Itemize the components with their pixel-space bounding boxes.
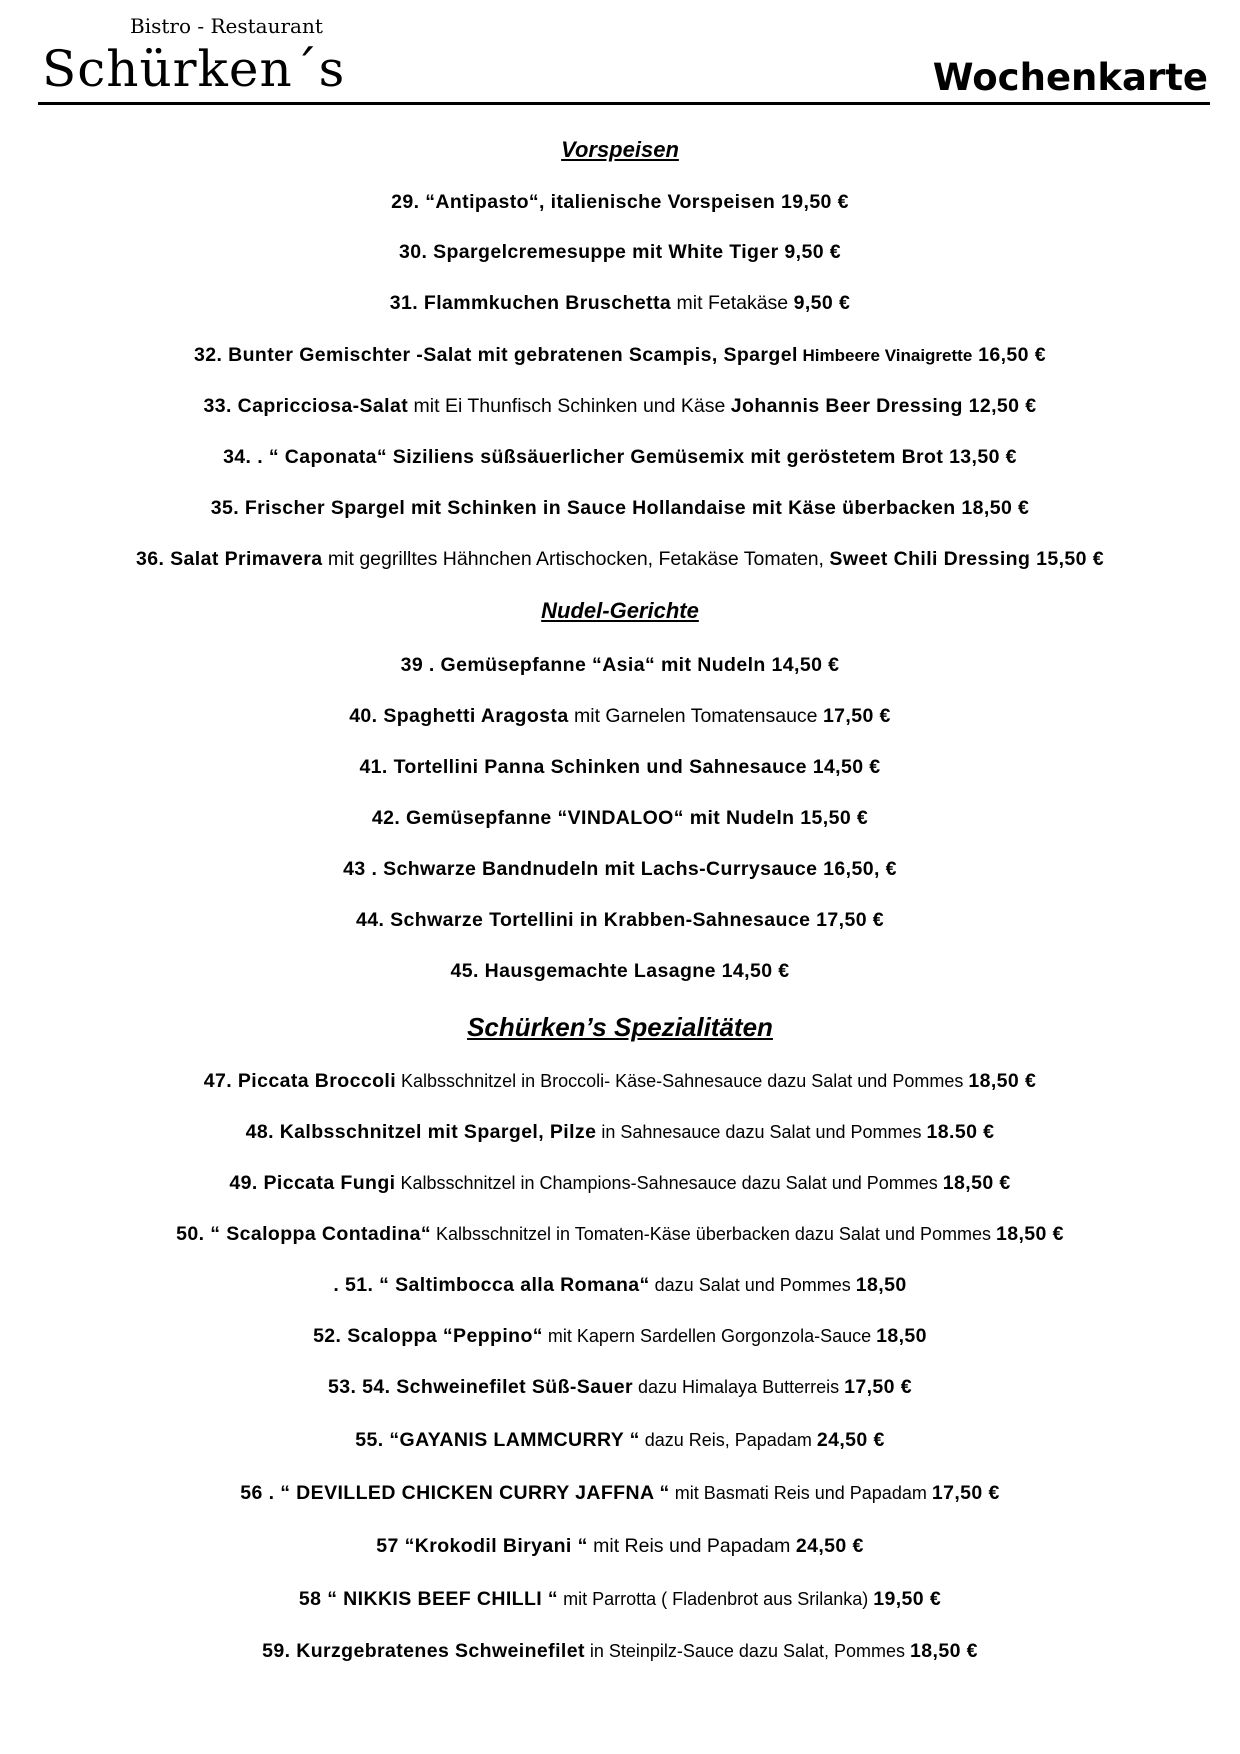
menu-item-52: 52. Scaloppa “Peppino“ mit Kapern Sardellen Gorgonzola-Sauce 18,50 <box>313 1325 927 1347</box>
logo: Schürken´s <box>42 40 346 98</box>
page-title: Wochenkarte <box>932 56 1208 99</box>
menu-item-43: 43 . Schwarze Bandnudeln mit Lachs-Currysauce 16,50, € <box>343 858 897 880</box>
menu-item-50: 50. “ Scaloppa Contadina“ Kalbsschnitzel in Tomaten-Käse überbacken dazu Salat und Pommes 18,50 € <box>176 1223 1064 1245</box>
menu-item-45: 45. Hausgemachte Lasagne 14,50 € <box>450 960 790 982</box>
section-title-vorspeisen: Vorspeisen <box>561 137 679 162</box>
menu-item-44: 44. Schwarze Tortellini in Krabben-Sahnesauce 17,50 € <box>355 909 885 931</box>
menu-item-32: 32. Bunter Gemischter -Salat mit gebratenen Scampis, Spargel Himbeere Vinaigrette 16,50 € <box>194 344 1046 366</box>
menu-item-29: 29. “Antipasto“, italienische Vorspeisen 19,50 € <box>391 191 849 213</box>
menu-item-47: 47. Piccata Broccoli Kalbsschnitzel in Broccoli- Käse-Sahnesauce dazu Salat und Pommes 18,50 € <box>203 1070 1037 1092</box>
menu-item-51: . 51. “ Saltimbocca alla Romana“ dazu Salat und Pommes 18,50 <box>333 1274 907 1296</box>
menu-item-57: 57 “Krokodil Biryani “ mit Reis und Papadam 24,50 € <box>376 1535 864 1557</box>
menu-item-58: 58 “ NIKKIS BEEF CHILLI “ mit Parrotta ( Fladenbrot aus Srilanka) 19,50 € <box>298 1588 942 1610</box>
menu-item-39: 39 . Gemüsepfanne “Asia“ mit Nudeln 14,50 € <box>400 654 840 676</box>
menu-item-49: 49. Piccata Fungi Kalbsschnitzel in Champions-Sahnesauce dazu Salat und Pommes 18,50 € <box>229 1172 1011 1194</box>
menu-item-42: 42. Gemüsepfanne “VINDALOO“ mit Nudeln 15,50 € <box>371 807 869 829</box>
menu-item-55: 55. “GAYANIS LAMMCURRY “ dazu Reis, Papadam 24,50 € <box>355 1429 885 1451</box>
menu-item-30: 30. Spargelcremesuppe mit White Tiger 9,50 € <box>398 241 842 263</box>
menu-item-36: 36. Salat Primavera mit gegrilltes Hähnchen Artischocken, Fetakäse Tomaten, Sweet Chili Dressing 15,50 € <box>136 548 1104 570</box>
logo-subtitle: Bistro - Restaurant <box>130 14 323 38</box>
menu-item-48: 48. Kalbsschnitzel mit Spargel, Pilze in Sahnesauce dazu Salat und Pommes 18.50 € <box>245 1121 995 1143</box>
section-title-spezialitaeten: Schürken’s Spezialitäten <box>467 1012 773 1042</box>
menu-item-40: 40. Spaghetti Aragosta mit Garnelen Tomatensauce 17,50 € <box>349 705 891 727</box>
menu-item-33: 33. Capricciosa-Salat mit Ei Thunfisch Schinken und Käse Johannis Beer Dressing 12,50 € <box>203 395 1037 417</box>
header <box>38 14 1210 105</box>
menu-item-31: 31. Flammkuchen Bruschetta mit Fetakäse 9,50 € <box>389 292 851 314</box>
menu-item-59: 59. Kurzgebratenes Schweinefilet in Steinpilz-Sauce dazu Salat, Pommes 18,50 € <box>262 1640 978 1662</box>
menu-item-34: 34. . “ Caponata“ Siziliens süßsäuerlicher Gemüsemix mit geröstetem Brot 13,50 € <box>223 446 1017 468</box>
section-title-nudel: Nudel-Gerichte <box>541 598 699 623</box>
menu-item-56: 56 . “ DEVILLED CHICKEN CURRY JAFFNA “ mit Basmati Reis und Papadam 17,50 € <box>240 1482 1000 1504</box>
menu-item-41: 41. Tortellini Panna Schinken und Sahnesauce 14,50 € <box>359 756 881 778</box>
menu-item-35: 35. Frischer Spargel mit Schinken in Sauce Hollandaise mit Käse überbacken 18,50 € <box>210 497 1030 519</box>
menu-item-53: 53. 54. Schweinefilet Süß-Sauer dazu Himalaya Butterreis 17,50 € <box>328 1376 912 1398</box>
